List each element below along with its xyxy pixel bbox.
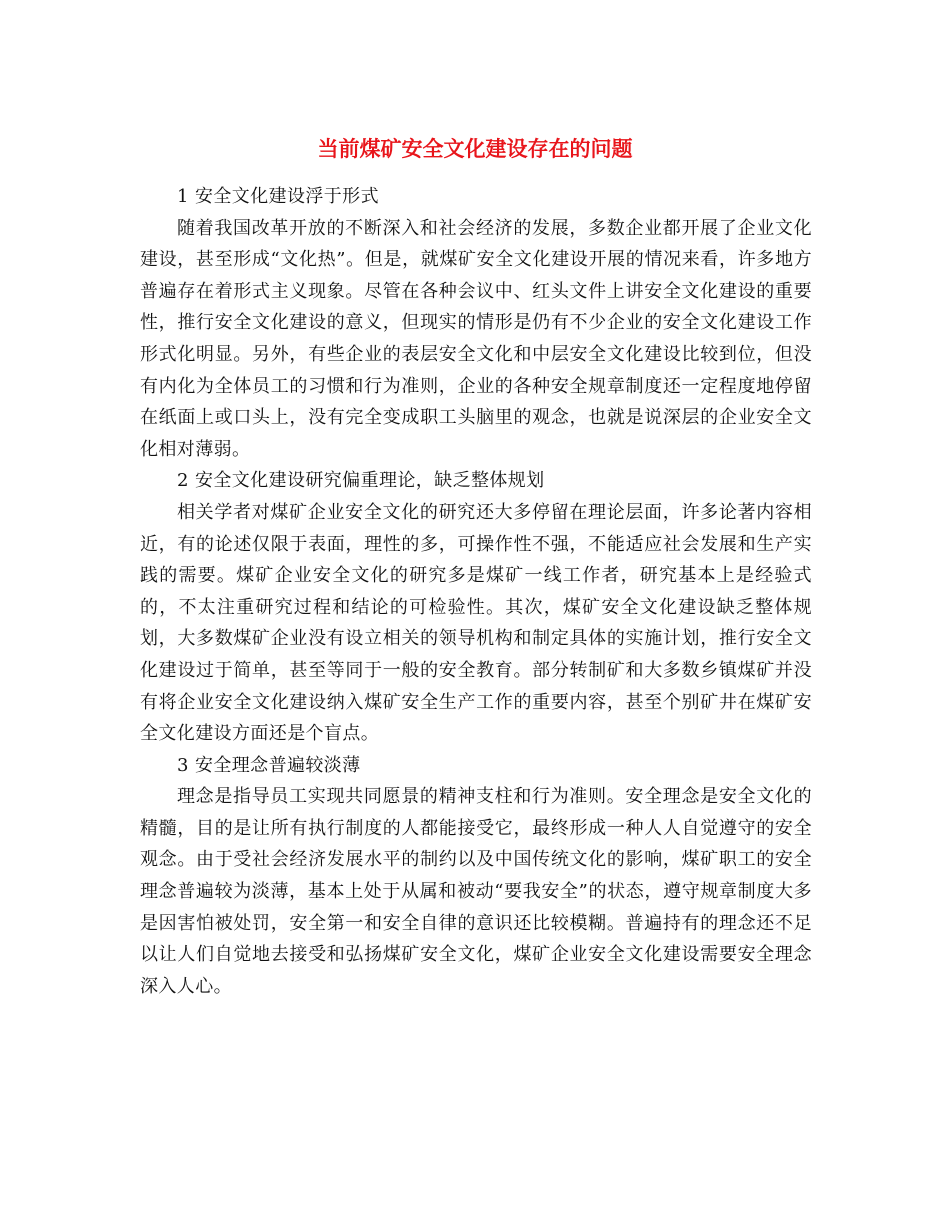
section-heading-3: 3 安全理念普遍较淡薄 xyxy=(177,754,361,776)
section-heading-1: 1 安全文化建设浮于形式 xyxy=(177,186,379,207)
section-paragraph-1: 随着我国改革开放的不断深入和社会经济的发展，多数企业都开展了企业文化建设，甚至形成“文化热”。但是，就煤矿安全文化建设开展的情况来看，许多地方普遍存在着形式主义现象。尽管在各种会议中、红头文件上讲安全文化建设的重要性，推行安全文化建设的意义，但现实的情形是仍有不少企业的安全文化建设工作形式化明显。另外，有些企业的表层安全文化和中层安全文化建设比较到位，但没有内化为全体员工的习惯和行为准则，企业的各种安全规章制度还一定程度地停留在纸面上或口头上，没有完全变成职工头脑里的观念，也就是说深层的企业安全文化相对薄弱。 xyxy=(140,217,812,460)
document-body xyxy=(140,181,812,1002)
section-paragraph-3: 理念是指导员工实现共同愿景的精神支柱和行为准则。安全理念是安全文化的精髓，目的是让所有执行制度的人都能接受它，最终形成一种人人自觉遵守的安全观念。由于受社会经济发展水平的制约以及中国传统文化的影响，煤矿职工的安全理念普遍较为淡薄，基本上处于从属和被动“要我安全”的状态，遵守规章制度大多是因害怕被处罚，安全第一和安全自律的意识还比较模糊。普遍持有的理念还不足以让人们自觉地去接受和弘扬煤矿安全文化，煤矿企业安全文化建设需要安全理念深入人心。 xyxy=(140,786,812,997)
document-title: 当前煤矿安全文化建设存在的问题 xyxy=(317,137,633,162)
section-paragraph-2: 相关学者对煤矿企业安全文化的研究还大多停留在理论层面，许多论著内容相近，有的论述仅限于表面，理性的多，可操作性不强，不能适应社会发展和生产实践的需要。煤矿企业安全文化的研究多是煤矿一线工作者，研究基本上是经验式的，不太注重研究过程和结论的可检验性。其次，煤矿安全文化建设缺乏整体规划，大多数煤矿企业没有设立相关的领导机构和制定具体的实施计划，推行安全文化建设过于简单，甚至等同于一般的安全教育。部分转制矿和大多数乡镇煤矿并没有将企业安全文化建设纳入煤矿安全生产工作的重要内容，甚至个别矿井在煤矿安全文化建设方面还是个盲点。 xyxy=(140,501,812,745)
section-heading-2: 2 安全文化建设研究偏重理论，缺乏整体规划 xyxy=(177,470,545,492)
